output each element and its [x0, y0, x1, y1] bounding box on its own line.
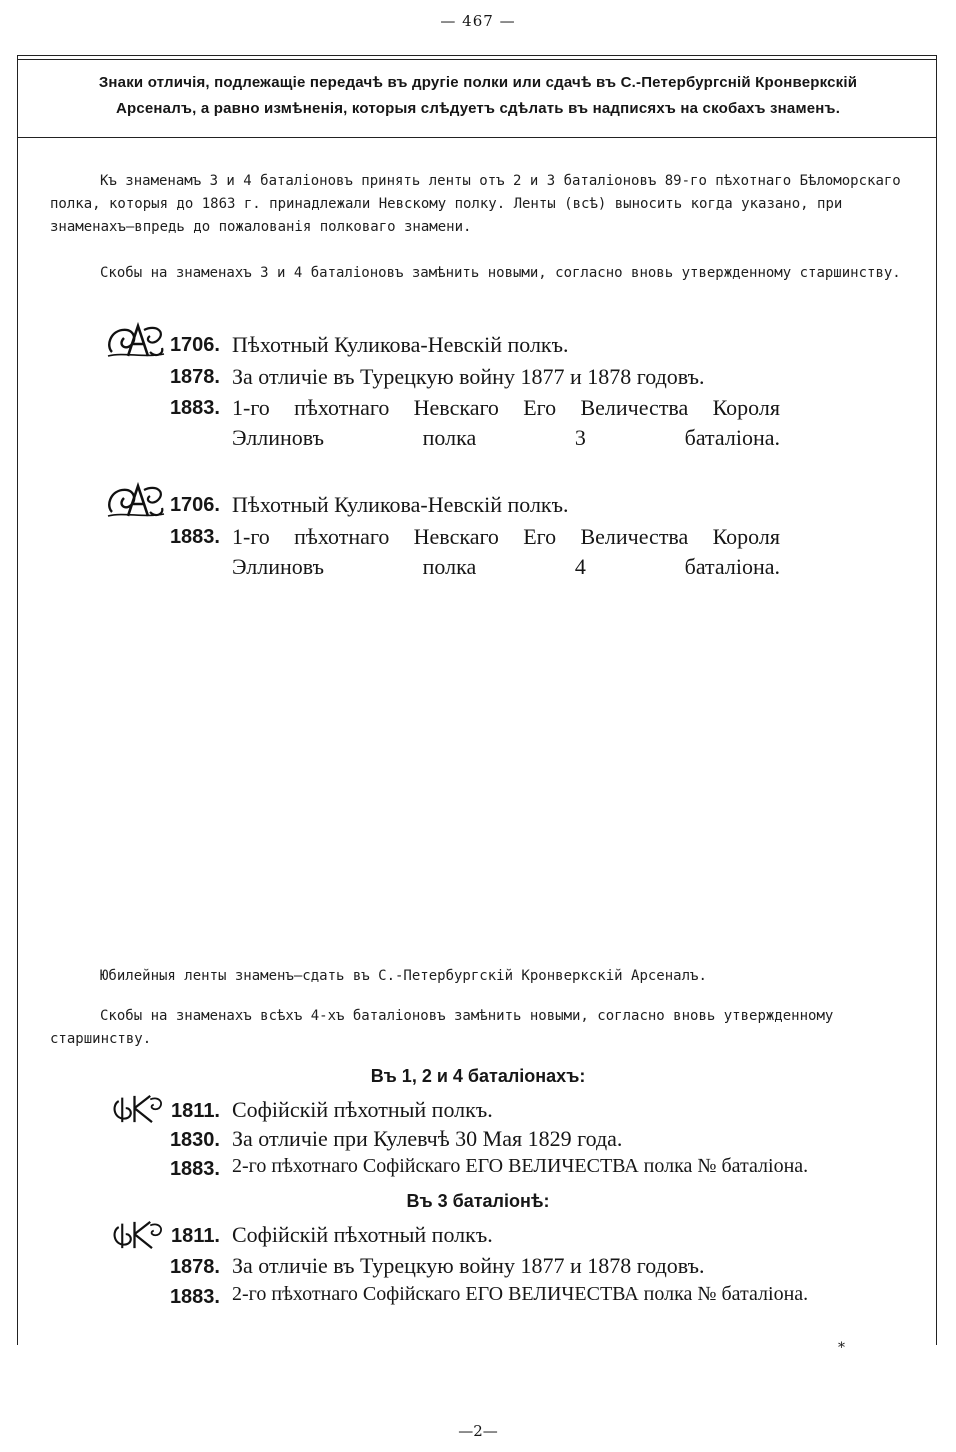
heading-line-1: Знаки отличія, подлежащіе передачѣ въ другіе полки или сдачѣ въ С.-Петербургсній Кронверкскій — [98, 74, 858, 91]
imperial-monogram-icon — [104, 322, 168, 360]
entry-year: 1883. — [169, 526, 220, 548]
paragraph-brackets: Скобы на знаменахъ 3 и 4 баталіоновъ замѣнить новыми, согласно вновь утвержденному старшинству. — [100, 265, 901, 281]
subheading-battalion-3: Въ 3 баталіонѣ: — [406, 1191, 550, 1211]
entry-year: 1706. — [169, 494, 220, 516]
section-heading — [50, 70, 906, 122]
entry-year: 1883. — [169, 1286, 220, 1308]
header-divider — [17, 137, 937, 138]
entry-text: 2-го пѣхотнаго Софійскаго ЕГО ВЕЛИЧЕСТВА полка № баталіона. — [232, 1283, 809, 1305]
entry-year: 1878. — [169, 1256, 220, 1278]
entry-year: 1883. — [169, 397, 220, 419]
entry-text: 1-го пѣхотнаго Невскаго Его Величества Короля Эллиновъ полка 4 баталіона. — [232, 524, 780, 579]
imperial-monogram-icon — [110, 1090, 166, 1128]
entry-year: 1811. — [171, 1225, 220, 1247]
top-rule — [17, 55, 937, 56]
heading-line-2: Арсеналъ, а равно измѣненія, которыя слѣдуетъ сдѣлать въ надписяхъ на скобахъ знаменъ. — [115, 100, 841, 117]
entry-year: 1830. — [169, 1129, 220, 1151]
entry-text: За отличіе въ Турецкую войну 1877 и 1878 годовъ. — [232, 364, 705, 389]
entry-text: Пѣхотный Куликова-Невскій полкъ. — [232, 332, 569, 357]
entry-text: 1-го пѣхотнаго Невскаго Его Величества Короля Эллиновъ полка 3 баталіона. — [232, 395, 780, 450]
entry-year: 1883. — [169, 1158, 220, 1180]
entry-text: Софійскій пѣхотный полкъ. — [232, 1222, 493, 1247]
entry-text: Софійскій пѣхотный полкъ. — [232, 1097, 493, 1122]
paragraph-brackets-all: Скобы на знаменахъ всѣхъ 4-хъ баталіоновъ замѣнить новыми, согласно вновь утвержденному старшинству. — [50, 1008, 834, 1047]
paragraph-ribbons: Къ знаменамъ 3 и 4 баталіоновъ принять ленты отъ 2 и 3 баталіоновъ 89-го пѣхотнаго Бѣломорскаго полка, которыя до 1863 г. принадлежали Невскому полку. Ленты (всѣ) выносить когда указано, при знаменахъ—впредь до пожалованія полковаго знамени. — [50, 173, 901, 235]
footnote-mark: * — [838, 1340, 845, 1356]
entry-text: Пѣхотный Куликова-Невскій полкъ. — [232, 492, 569, 517]
entry-text: За отличіе въ Турецкую войну 1877 и 1878 годовъ. — [232, 1253, 705, 1278]
entry-year: 1811. — [171, 1100, 220, 1122]
imperial-monogram-icon — [110, 1216, 166, 1254]
page-number: — 467 — — [440, 12, 516, 30]
top-rule-thin — [17, 59, 937, 60]
entry-text: За отличіе при Кулевчѣ 30 Мая 1829 года. — [232, 1126, 623, 1151]
sheet-number: —2— — [458, 1422, 498, 1440]
entry-text: 2-го пѣхотнаго Софійскаго ЕГО ВЕЛИЧЕСТВА полка № баталіона. — [232, 1155, 809, 1177]
subheading-battalions-1-2-4: Въ 1, 2 и 4 баталіонахъ: — [370, 1066, 586, 1086]
entry-year: 1706. — [169, 334, 220, 356]
entry-year: 1878. — [169, 366, 220, 388]
imperial-monogram-icon — [104, 482, 168, 520]
paragraph-jubilee-ribbons: Юбилейныя ленты знаменъ—сдать въ С.-Петербургскій Кронверкскій Арсеналъ. — [100, 968, 707, 984]
